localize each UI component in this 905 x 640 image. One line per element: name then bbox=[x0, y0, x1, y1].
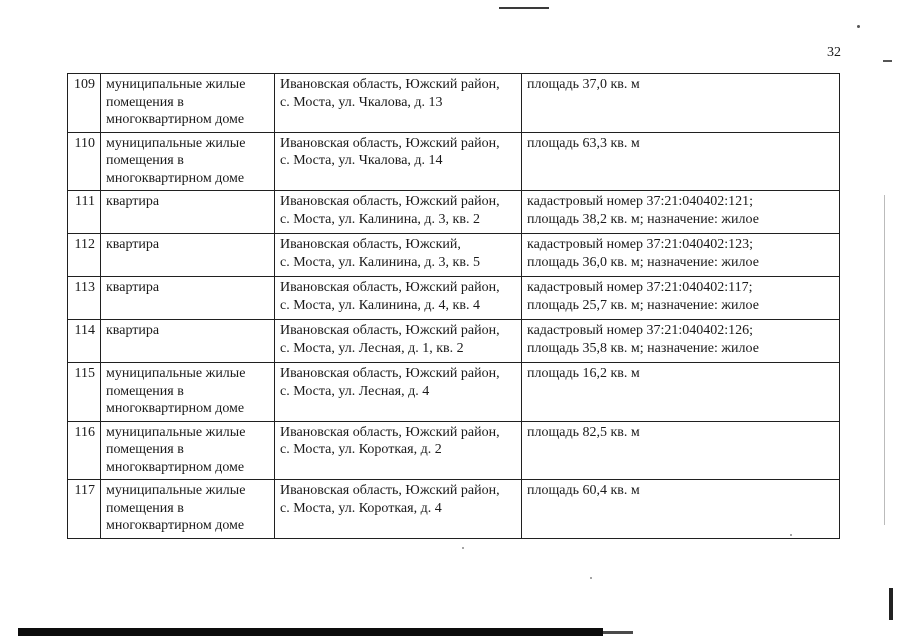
address-line: с. Моста, ул. Чкалова, д. 13 bbox=[280, 94, 443, 110]
scan-artifact bbox=[857, 25, 860, 28]
address-cell bbox=[275, 421, 522, 480]
address-line: Ивановская область, Южский район, bbox=[280, 323, 500, 338]
address-line: Ивановская область, Южский район, bbox=[280, 280, 500, 295]
address-cell bbox=[275, 480, 522, 539]
object-name-cell bbox=[101, 74, 275, 133]
address-line: Ивановская область, Южский, bbox=[280, 237, 461, 252]
address-line: Ивановская область, Южский район, bbox=[280, 424, 500, 440]
object-name-line: муниципальные жилые bbox=[106, 77, 246, 92]
details-cell bbox=[522, 191, 840, 234]
address-line: Ивановская область, Южский район, bbox=[280, 366, 500, 381]
row-number: 110 bbox=[68, 132, 101, 191]
scan-edge-bar bbox=[603, 631, 633, 634]
address-line: с. Моста, ул. Калинина, д. 3, кв. 5 bbox=[280, 254, 480, 270]
row-number: 112 bbox=[68, 234, 101, 277]
page-number: 32 bbox=[827, 45, 841, 60]
scan-edge-bar bbox=[18, 628, 603, 636]
details-cell bbox=[522, 480, 840, 539]
object-name-line: муниципальные жилые bbox=[106, 135, 246, 151]
address-line: с. Моста, ул. Чкалова, д. 14 bbox=[280, 153, 443, 168]
table-row bbox=[68, 421, 840, 480]
row-number: 114 bbox=[68, 320, 101, 363]
object-name-line: многоквартирном доме bbox=[106, 170, 245, 186]
address-line: Ивановская область, Южский район, bbox=[280, 194, 500, 209]
scan-artifact bbox=[590, 577, 592, 579]
row-number: 116 bbox=[68, 421, 101, 480]
object-name-cell bbox=[101, 234, 275, 277]
scan-artifact bbox=[883, 60, 892, 62]
object-name-line: многоквартирном доме bbox=[106, 459, 245, 475]
details-line: площадь 37,0 кв. м bbox=[527, 77, 640, 92]
details-line: площадь 16,2 кв. м bbox=[527, 366, 640, 381]
details-cell bbox=[522, 363, 840, 422]
details-line: кадастровый номер 37:21:040402:117; bbox=[527, 280, 753, 295]
address-cell bbox=[275, 74, 522, 133]
address-cell bbox=[275, 191, 522, 234]
object-name-line: многоквартирном доме bbox=[106, 401, 245, 416]
details-line: площадь 36,0 кв. м; назначение: жилое bbox=[527, 254, 759, 270]
row-number: 113 bbox=[68, 277, 101, 320]
details-line: кадастровый номер 37:21:040402:121; bbox=[527, 194, 754, 209]
object-name-line: квартира bbox=[106, 280, 160, 295]
object-name-line: муниципальные жилые bbox=[106, 483, 246, 498]
address-cell bbox=[275, 277, 522, 320]
object-name-cell bbox=[101, 132, 275, 191]
table-row bbox=[68, 320, 840, 363]
details-line: площадь 25,7 кв. м; назначение: жилое bbox=[527, 297, 759, 313]
object-name-line: квартира bbox=[106, 323, 160, 338]
object-name-line: многоквартирном доме bbox=[106, 518, 245, 533]
table-row bbox=[68, 191, 840, 234]
address-cell bbox=[275, 234, 522, 277]
table-row bbox=[68, 234, 840, 277]
address-line: с. Моста, ул. Лесная, д. 1, кв. 2 bbox=[280, 340, 464, 356]
object-name-cell bbox=[101, 191, 275, 234]
table-row bbox=[68, 480, 840, 539]
address-cell bbox=[275, 320, 522, 363]
property-table bbox=[67, 73, 840, 539]
details-line: кадастровый номер 37:21:040402:126; bbox=[527, 323, 754, 338]
address-line: Ивановская область, Южский район, bbox=[280, 135, 500, 151]
object-name-line: многоквартирном доме bbox=[106, 112, 245, 127]
address-line: с. Моста, ул. Лесная, д. 4 bbox=[280, 383, 430, 399]
table-row bbox=[68, 132, 840, 191]
details-line: площадь 38,2 кв. м; назначение: жилое bbox=[527, 211, 759, 227]
object-name-line: помещения в bbox=[106, 153, 184, 168]
object-name-line: помещения в bbox=[106, 500, 184, 516]
details-line: площадь 60,4 кв. м bbox=[527, 483, 640, 498]
scan-artifact bbox=[889, 588, 893, 620]
address-cell bbox=[275, 363, 522, 422]
address-cell bbox=[275, 132, 522, 191]
details-line: площадь 82,5 кв. м bbox=[527, 424, 640, 440]
scan-artifact bbox=[462, 547, 464, 549]
scan-artifact bbox=[884, 195, 885, 525]
object-name-line: квартира bbox=[106, 237, 160, 252]
details-cell bbox=[522, 132, 840, 191]
details-cell bbox=[522, 320, 840, 363]
object-name-line: помещения в bbox=[106, 442, 184, 457]
details-cell bbox=[522, 277, 840, 320]
row-number: 117 bbox=[68, 480, 101, 539]
table-row bbox=[68, 74, 840, 133]
address-line: с. Моста, ул. Калинина, д. 3, кв. 2 bbox=[280, 211, 480, 227]
header-rule bbox=[499, 7, 549, 9]
object-name-cell bbox=[101, 480, 275, 539]
object-name-cell bbox=[101, 421, 275, 480]
address-line: Ивановская область, Южский район, bbox=[280, 483, 500, 498]
row-number: 111 bbox=[68, 191, 101, 234]
object-name-line: помещения в bbox=[106, 94, 184, 110]
details-line: площадь 35,8 кв. м; назначение: жилое bbox=[527, 340, 759, 356]
details-line: площадь 63,3 кв. м bbox=[527, 135, 640, 151]
object-name-line: муниципальные жилые bbox=[106, 366, 246, 381]
details-cell bbox=[522, 421, 840, 480]
table-row bbox=[68, 363, 840, 422]
address-line: с. Моста, ул. Калинина, д. 4, кв. 4 bbox=[280, 297, 480, 313]
object-name-line: помещения в bbox=[106, 383, 184, 399]
details-cell bbox=[522, 74, 840, 133]
object-name-cell bbox=[101, 363, 275, 422]
object-name-line: квартира bbox=[106, 194, 160, 209]
row-number: 109 bbox=[68, 74, 101, 133]
object-name-cell bbox=[101, 277, 275, 320]
address-line: Ивановская область, Южский район, bbox=[280, 77, 500, 92]
table-row bbox=[68, 277, 840, 320]
row-number: 115 bbox=[68, 363, 101, 422]
address-line: с. Моста, ул. Короткая, д. 4 bbox=[280, 500, 442, 516]
address-line: с. Моста, ул. Короткая, д. 2 bbox=[280, 442, 442, 457]
details-line: кадастровый номер 37:21:040402:123; bbox=[527, 237, 754, 252]
object-name-line: муниципальные жилые bbox=[106, 424, 246, 440]
details-cell bbox=[522, 234, 840, 277]
object-name-cell bbox=[101, 320, 275, 363]
